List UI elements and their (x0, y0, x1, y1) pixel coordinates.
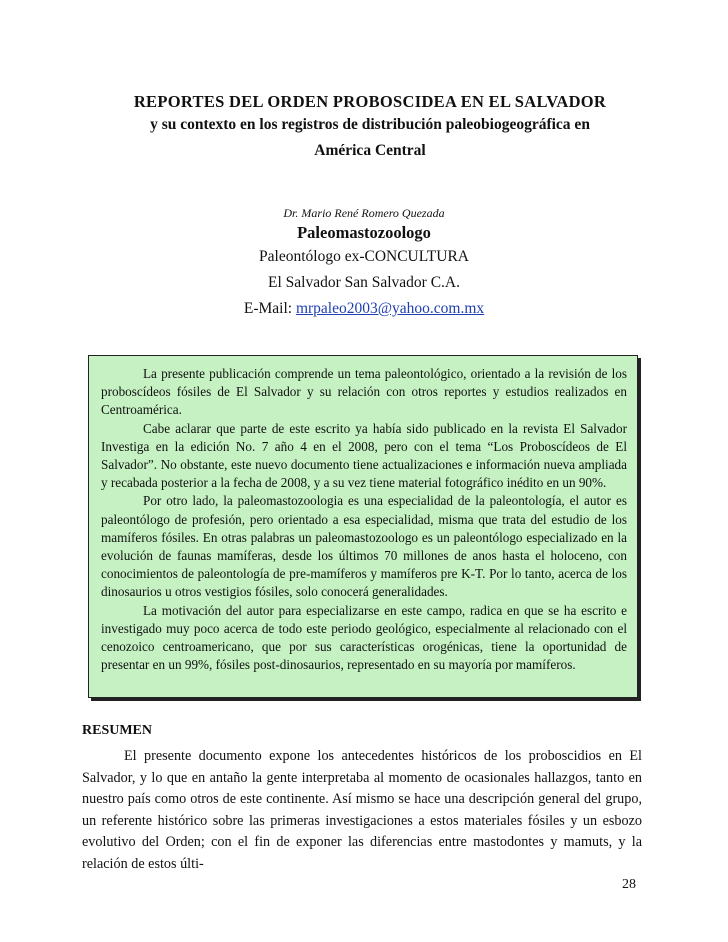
abstract-paragraph: La motivación del autor para especializarse en este campo, radica en que se ha escrito e investigado muy poco acerca de todo este periodo geológico, especialmente al relacionado con el cenozoico centroamericano, que por sus características orogénicas, tiene la oportunidad de presentar en un 99%, fósiles post-dinosaurios, representado en su mayoría por mamíferos. (101, 602, 627, 673)
email-link[interactable]: mrpaleo2003@yahoo.com.mx (295, 300, 485, 317)
author-role: Paleomastozoologo (297, 223, 431, 242)
author-location: El Salvador San Salvador C.A. (267, 274, 460, 291)
main-title: REPORTES DEL ORDEN PROBOSCIDEA EN EL SALVADOR (133, 92, 607, 111)
subtitle-line-1: y su contexto en los registros de distribución paleobiogeográfica en (150, 116, 590, 133)
resumen-heading: RESUMEN (82, 723, 153, 738)
abstract-box (88, 355, 638, 698)
page-number: 28 (622, 877, 636, 892)
abstract-paragraph: Cabe aclarar que parte de este escrito ya había sido publicado en la revista El Salvador Investiga en la edición No. 7 año 4 en el 2008, pero con el tema “Los Proboscídeos de El Salvador”. No obstante, este nuevo documento tiene actualizaciones e información nueva ampliada y recabada posterior a la fecha de 2008, y a su vez tiene material fotográfico inédito en un 90%. (101, 420, 627, 491)
abstract-paragraph: Por otro lado, la paleomastozoologia es una especialidad de la paleontología, el autor es paleontólogo de profesión, pero orientado a esa especialidad, misma que trata del estudio de los mamíferos fósiles. En otras palabras un paleomastozoologo es un paleontólogo especializado en la evolución de faunas mamíferas, desde los últimos 70 millones de anos hasta el holoceno, con conocimientos de paleontología de pre-mamíferos y mamíferos pre K-T. Por lo tanto, acerca de los dinosaurios u otros vestigios fósiles, solo conocerá generalidades. (101, 493, 627, 600)
abstract-paragraph: La presente publicación comprende un tema paleontológico, orientado a la revisión de los proboscídeos fósiles de El Salvador y su relación con otros reportes y estudios realizados en Centroamérica. (101, 366, 627, 418)
resumen-body: El presente documento expone los antecedentes históricos de los proboscidios en El Salvador, y lo que en antaño la gente interpretaba al momento de ocasionales hallazgos, tanto en nuestro país como otros de este continente. Así mismo se hace una descripción general del grupo, un referente histórico sobre las primeras investigaciones a estos materiales fósiles y un esbozo evolutivo del Orden; con el fin de exponer las diferencias entre mastodontes y mamuts, y la relación de estos últi- (82, 748, 642, 872)
email-label: E-Mail: (243, 300, 296, 317)
author-name: Dr. Mario René Romero Quezada (283, 206, 445, 220)
title-block (110, 92, 630, 164)
author-block (140, 204, 588, 322)
author-email-line (140, 296, 588, 322)
subtitle-line-2: América Central (314, 142, 426, 159)
author-affiliation: Paleontólogo ex-CONCULTURA (259, 248, 469, 265)
